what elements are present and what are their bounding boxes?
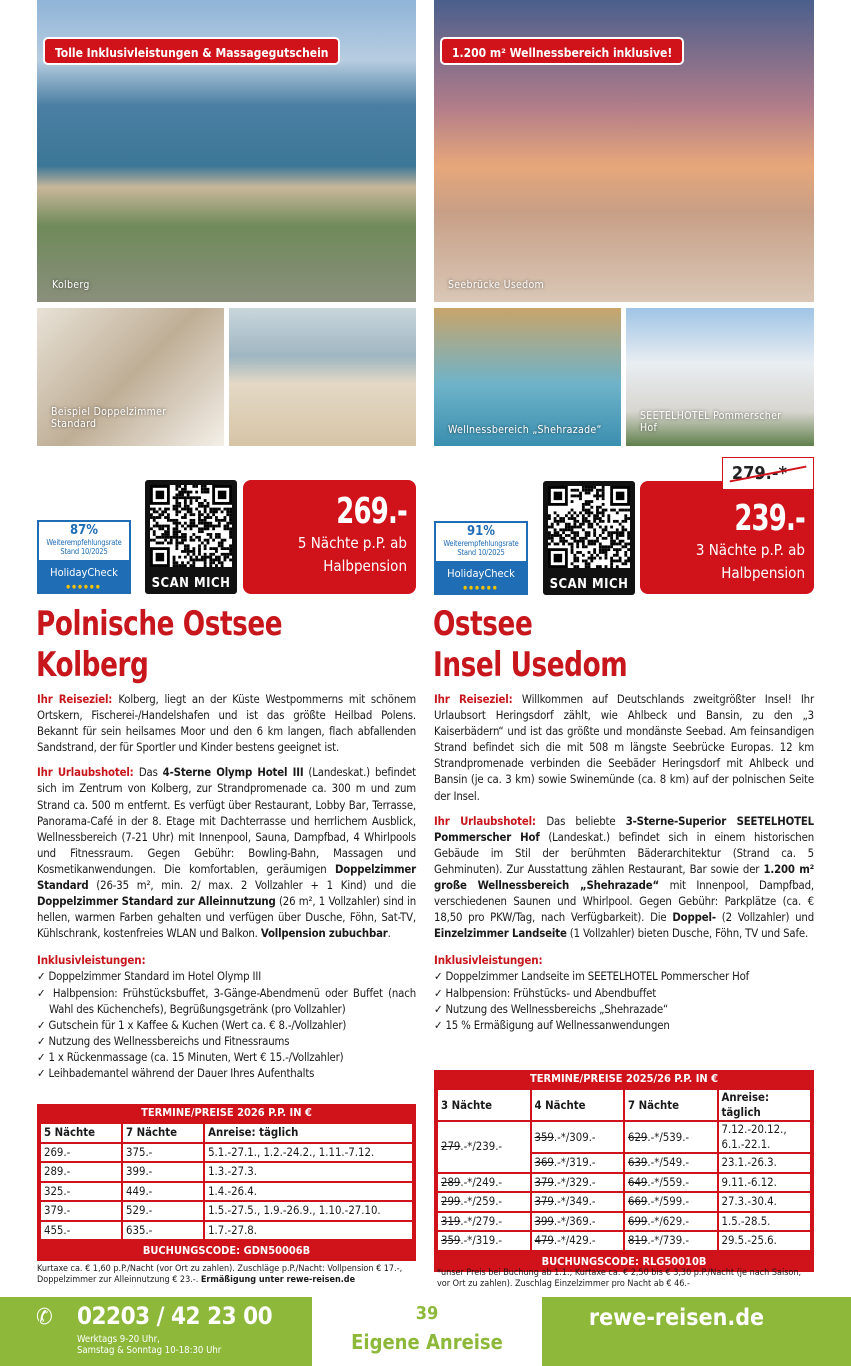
new-price: .-*/239.- [460,1140,503,1154]
table-cell [437,1192,531,1212]
table-cell: 449.- [122,1182,204,1202]
new-price: .-*/629.- [647,1214,690,1228]
table-cell [437,1212,531,1232]
old-price: 639 [628,1156,648,1170]
table-cell [624,1231,718,1251]
table-cell [437,1121,531,1173]
new-price: .-*/309.- [553,1130,596,1144]
inclusions-list [434,969,814,1033]
table-cell [624,1121,718,1153]
photo-caption: Kolberg [52,279,90,291]
old-price: 369 [534,1156,554,1170]
qr-code-icon [150,485,232,567]
table-cell [437,1173,531,1193]
new-price: .-*/319.- [553,1156,596,1170]
table-row [437,1173,811,1193]
highlight-banner: Tolle Inklusivleistungen & Massagegutschein [43,37,340,65]
price-board: Halbpension [721,564,805,582]
text-segment: Einzelzimmer Landseite [434,927,567,941]
badge-label: Weiterempfehlungsrate [46,538,122,547]
inclusion-item: ✓ Gutschein für 1 x Kaffee & Kuchen (Wert ca. € 8.-/Vollzahler) [37,1018,416,1034]
new-price: .-*/549.- [647,1156,690,1170]
new-price: .-*/259.- [460,1195,503,1209]
new-price: .-*/539.- [647,1130,690,1144]
text-segment: 4-Sterne Olymp Hotel III [162,766,304,780]
inclusion-item: ✓ Doppelzimmer Standard im Hotel Olymp III [37,969,416,985]
note-text: Kurtaxe ca. € 1,60 p.P./Nacht (vor Ort zu zahlen). Zuschläge p.P./Nacht: Vollpension € 17.-, Doppelzimmer zur Alleinnutzung € 23.-. [37,1264,403,1285]
old-price: 279.-* [722,457,814,490]
booking-code: BUCHUNGSCODE: GDN50006B [142,1244,311,1257]
price-note [37,1264,416,1285]
paragraph [37,692,416,756]
old-price: 379 [534,1195,554,1209]
holidaycheck-logo: HolidayCheck [436,561,526,593]
text-segment: (1 Vollzahler) bieten Dusche, Föhn, TV und Safe. [566,927,809,941]
price-box [640,481,814,594]
table-cell: 27.3.-30.4. [718,1192,812,1212]
text-segment: Das beliebte [546,814,626,828]
photo-caption: SEETELHOTEL Pommerscher Hof [640,410,782,434]
section-label: Ihr Urlaubshotel: [37,766,139,780]
destination-title: Ostsee [433,604,533,644]
table-cell [624,1153,718,1173]
website-link[interactable]: rewe-reisen.de [588,1305,765,1331]
old-price: 479 [534,1234,554,1248]
price-box [243,480,416,594]
phone-icon: ✆ [36,1305,53,1330]
new-price: .-*/329.- [553,1175,596,1189]
old-price: 819 [628,1234,648,1248]
hours-weekend: Samstag & Sonntag 10-18:30 Uhr [77,1345,222,1356]
table-row [40,1201,413,1221]
table-cell: 7.12.-20.12., 6.1.-22.1. [718,1121,812,1153]
price-table-right [434,1070,814,1272]
inclusion-item: ✓ Nutzung des Wellnessbereichs „Shehrazade“ [434,1002,814,1018]
table-cell [531,1173,625,1193]
table-title: TERMINE/PREISE 2026 P.P. IN € [141,1106,312,1119]
table-header [40,1123,413,1143]
table-cell [531,1231,625,1251]
inclusion-item: ✓ Leihbademantel während der Dauer Ihres Aufenthalts [37,1066,416,1082]
new-price: .-*/349.- [553,1195,596,1209]
inclusion-item: ✓ Halbpension: Frühstücks- und Abendbuffet [434,986,814,1002]
text-segment: mit Innenpool, Dampfbad, verschiedenen Saunen und Whirlpool. Gegen Gebühr: Parkplätze (ca. € 18,50 pro PKW/Tag, nach Verfügbarkeit). Die [434,879,814,925]
inclusions [434,951,814,1033]
section-label: Ihr Urlaubshotel: [434,814,547,828]
website-section [542,1297,851,1366]
price: 269.- [336,491,407,532]
destination-subtitle: Kolberg [36,645,149,685]
old-price: 399 [534,1214,554,1228]
page-number: 39 [415,1303,439,1324]
table-cell [531,1121,625,1153]
old-price: 319 [441,1214,461,1228]
text-segment: . [387,927,391,941]
table-row [40,1182,413,1202]
table-cell: 1.5.-27.5., 1.9.-26.9., 1.10.-27.10. [204,1201,413,1221]
table-cell: 29.5.-25.6. [718,1231,812,1251]
text-segment: (Landeskat.) befindet sich in einem historischen Gebäude im Stil der berühmten Bäderarchitektur (Strand ca. 5 Gehminuten). Zur Ausstattung zählen Restaurant, Bar sowie der [434,830,815,876]
text-segment: Doppel- [672,911,716,925]
price-nights: 3 Nächte p.P. ab [695,541,805,559]
text-segment: Das [138,766,163,780]
table-cell [624,1212,718,1232]
new-price: .-*/599.- [647,1195,690,1209]
table-cell: 1.4.-26.4. [204,1182,413,1202]
old-price: 379 [534,1175,554,1189]
note-link[interactable]: Ermäßigung unter rewe-reisen.de [200,1274,356,1285]
inclusions-title: Inklusivleistungen: [37,953,146,968]
old-price: 359 [534,1130,554,1144]
price-board: Halbpension [323,557,407,575]
page-info [312,1297,542,1366]
destination-title: Polnische Ostsee [36,604,283,644]
description-right [434,692,814,1034]
price-nights: 5 Nächte p.P. ab [297,534,407,552]
paragraph [434,692,814,805]
table-row [40,1221,413,1241]
holidaycheck-badge [37,520,131,594]
qr-code[interactable] [145,480,237,594]
inclusions-list [37,969,416,1082]
wellness-photo [434,308,621,446]
scan-label: SCAN MICH [151,576,231,591]
category-label: Eigene Anreise [351,1330,503,1354]
price: 239.- [734,498,805,539]
table-cell [531,1212,625,1232]
room-photo [37,308,224,446]
text-segment: (26-35 m², min. 2/ max. 2 Vollzahler + 1 Kind) und die [88,879,416,893]
badge-label: Weiterempfehlungsrate [443,539,519,548]
recommendation-rate: 87% [70,523,98,538]
section-label: Ihr Reiseziel: [434,693,522,706]
inclusion-item: ✓ Doppelzimmer Landseite im SEETELHOTEL Pommerscher Hof [434,969,814,985]
paragraph [434,814,814,943]
table-cell: 455.- [40,1221,122,1241]
recommendation-rate: 91% [467,524,495,539]
table-cell: 379.- [40,1201,122,1221]
section-label: Ihr Reiseziel: [37,693,119,706]
table-row [40,1143,413,1163]
scan-label: SCAN MICH [549,577,629,592]
inclusion-item: ✓ 15 % Ermäßigung auf Wellnessanwendungen [434,1018,814,1034]
inclusion-item: ✓ 1 x Rückenmassage (ca. 15 Minuten, Wert € 15.-/Vollzahler) [37,1050,416,1066]
table-cell: 375.- [122,1143,204,1163]
inclusions [37,951,416,1082]
text-segment: Doppelzimmer Standard zur Alleinnutzung [37,895,276,909]
table-cell [531,1153,625,1173]
text-segment: (26 m², 1 Vollzahler) sind in hellen, warmen Farben gehalten und verfügen über Dusche, Föhn, Sat-TV, Kühlschrank, kostenfreies WLAN und Balkon. [37,895,416,941]
column-header: 5 Nächte [40,1123,122,1143]
inclusion-item: ✓ Nutzung des Wellnessbereichs und Fitnessraums [37,1034,416,1050]
table-row [437,1192,811,1212]
column-header: Anreise: täglich [204,1123,413,1143]
table-cell [624,1173,718,1193]
qr-code[interactable] [543,481,635,595]
table-cell: 5.1.-27.1., 1.2.-24.2., 1.11.-7.12. [204,1143,413,1163]
table-title: TERMINE/PREISE 2025/26 P.P. IN € [529,1072,719,1085]
holidaycheck-badge [434,521,528,595]
old-price: 289 [441,1175,461,1189]
table-row [437,1121,811,1153]
photo-caption: Wellnessbereich „Shehrazade“ [448,424,602,436]
table-row [437,1212,811,1232]
new-price: .-*/429.- [553,1234,596,1248]
new-price: .-*/559.- [647,1175,690,1189]
new-price: .-*/279.- [460,1214,503,1228]
table-row [40,1162,413,1182]
badge-date: Stand 10/2025 [457,548,505,557]
table-header [437,1089,811,1121]
table-cell: 529.- [122,1201,204,1221]
photo-caption: Seebrücke Usedom [448,279,545,291]
table-cell: 289.- [40,1162,122,1182]
column-header: 7 Nächte [122,1123,204,1143]
text-segment: Doppelzimmer Standard [37,862,416,893]
new-price: .-*/369.- [553,1214,596,1228]
old-price: 649 [628,1175,648,1189]
table-cell [624,1192,718,1212]
table-row [437,1231,811,1251]
text-segment: 1.200 m² große Wellnessbereich „Shehrazade“ [434,862,814,893]
beach-couple-photo [229,308,416,446]
table-cell: 23.1.-26.3. [718,1153,812,1173]
holidaycheck-logo: HolidayCheck [39,560,129,592]
badge-date: Stand 10/2025 [60,547,108,556]
hours-weekdays: Werktags 9-20 Uhr, [77,1334,160,1345]
stars-icon: ●●●●●● [463,585,499,591]
column-header: 4 Nächte [531,1089,625,1121]
price-note: *unser Preis bei Buchung ab 1.1.; Kurtaxe ca. € 2,50 bis € 3,30 p.P./Nacht (je nach Saison, vor Ort zu zahlen). Zuschlag Einzelzimmer pro Nacht ab € 46.- [437,1268,802,1289]
description-left [37,692,416,1082]
new-price: .-*/319.- [460,1234,503,1248]
hotline-section [0,1297,312,1366]
old-price: 699 [628,1214,648,1228]
paragraph [37,765,416,942]
column-header: 3 Nächte [437,1089,531,1121]
destination-subtitle: Insel Usedom [433,645,628,685]
booking-code: BUCHUNGSCODE: RLG50010B [541,1254,707,1268]
qr-code-icon [548,486,630,568]
inclusion-item: ✓ Halbpension: Frühstücksbuffet, 3-Gänge-Abendmenü oder Buffet (nach Wahl des Küchenchefs), Begrüßungsgetränk (pro Vollzahler) [37,986,416,1018]
table-cell: 1.3.-27.3. [204,1162,413,1182]
price-table-left [37,1104,416,1261]
new-price: .-*/249.- [460,1175,503,1189]
highlight-banner: 1.200 m² Wellnessbereich inklusive! [440,37,684,65]
table-cell: 399.- [122,1162,204,1182]
text-segment: (Landeskat.) befindet sich im Zentrum von Kolberg, zur Strandpromenade ca. 300 m und zum Strand ca. 500 m entfernt. Es verfügt über Restaurant, Lobby Bar, Terrasse, Panorama-Café in der 8. Etage mit Dachterrasse und herrlichem Ausblick, Wellnessbereich (7-21 Uhr) mit Innenpool, Sauna, Dampfbad, 4 Whirlpools und Fitnessraum. Gegen Gebühr: Bowling-Bahn, Massagen und Kosmetikanwendungen. Die komfortablen, geräumigen [37,766,416,876]
column-header: Anreise: täglich [718,1089,812,1121]
table-cell: 269.- [40,1143,122,1163]
table-cell: 1.5.-28.5. [718,1212,812,1232]
column-header: 7 Nächte [624,1089,718,1121]
old-price: 669 [628,1195,648,1209]
table-cell: 9.11.-6.12. [718,1173,812,1193]
inclusions-title: Inklusivleistungen: [434,953,543,968]
table-cell: 635.- [122,1221,204,1241]
text-segment: 3-Sterne-Superior SEETELHOTEL Pommerscher Hof [434,814,814,844]
old-price: 279 [441,1140,461,1154]
old-price: 629 [628,1130,648,1144]
table-cell [531,1192,625,1212]
table-cell [437,1231,531,1251]
table-cell: 1.7.-27.8. [204,1221,413,1241]
old-price: 299 [441,1195,461,1209]
new-price: .-*/739.- [647,1234,690,1248]
table-cell: 325.- [40,1182,122,1202]
text-segment: Willkommen auf Deutschlands zweitgrößter Insel! Ihr Urlaubsort Heringsdorf zählt, wie Ahlbeck und Bansin, zu den „3 Kaiserbädern“ und ist das größte und mondänste Seebad. Am feinsandigen Strand befindet sich die mit 508 m längste Seebrücke Europas. 12 km Strandpromenade verbinden die Seebäder Heringsdorf mit Ahlbeck und Bansin (je ca. 3 km) sowie Swinemünde (ca. 8 km) auf der polnischen Seite der Insel. [434,693,815,803]
text-segment: (2 Vollzahler) und [715,911,815,925]
phone-number[interactable]: 02203 / 42 23 00 [77,1302,273,1330]
text-segment: Vollpension zubuchbar [260,927,388,941]
photo-caption: Beispiel Doppelzimmer Standard [51,406,167,430]
old-price: 359 [441,1234,461,1248]
hotel-photo [626,308,814,446]
stars-icon: ●●●●●● [66,584,102,590]
text-segment: Kolberg, liegt an der Küste Westpommerns mit schönem Ortskern, Fischerei-/Handelshafen und ist das größte Heilbad Polens. Bekannt für sein heilsames Moor und den 6 km langen, flach abfallenden Sandstrand, der für Sportler und Kinder bestens geeignet ist. [37,693,417,755]
